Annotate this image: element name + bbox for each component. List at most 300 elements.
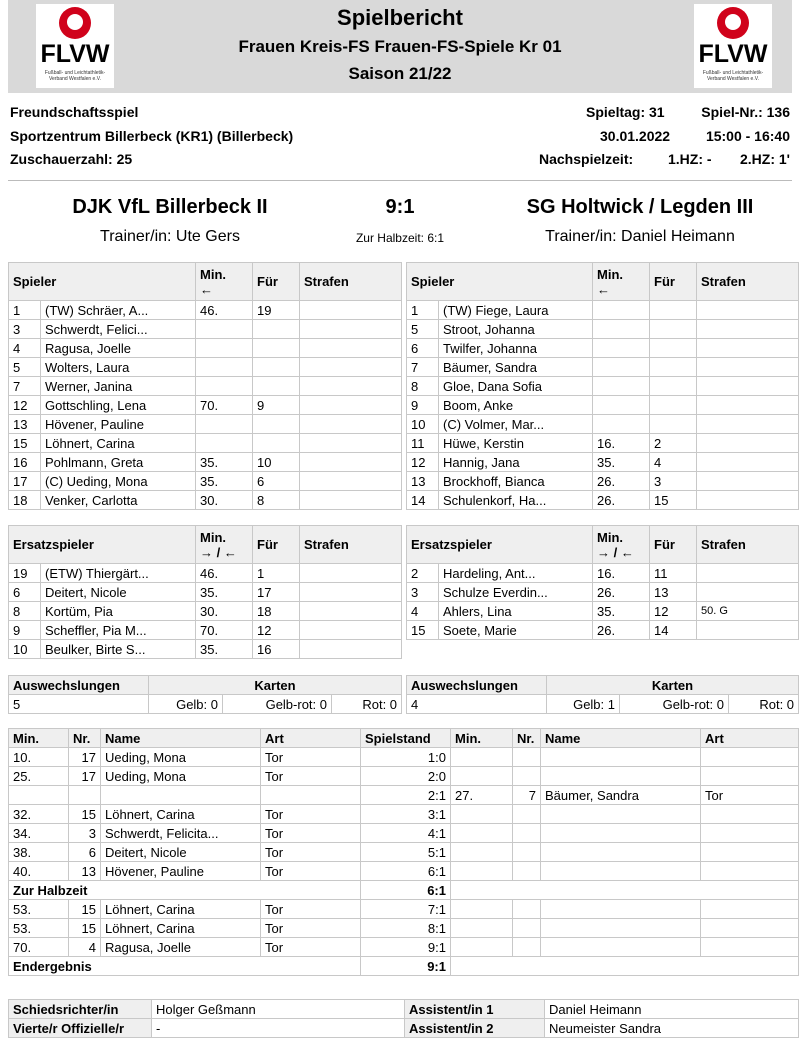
player-name: (C) Ueding, Mona [41, 472, 196, 491]
player-number: 19 [9, 564, 41, 583]
player-penalty [300, 377, 402, 396]
flvw-logo-right [694, 4, 772, 88]
away-minute [451, 824, 513, 843]
away-minute [451, 767, 513, 786]
assistant1-name: Daniel Heimann [545, 1000, 799, 1019]
player-number: 1 [9, 301, 41, 320]
home-minute [9, 786, 69, 805]
player-number: 12 [407, 453, 439, 472]
home-minute: 53. [9, 919, 69, 938]
logo-subtext: Fußball- und Leichtathletik-Verband Westfalen e.V. [702, 70, 764, 82]
player-minute: 70. [196, 396, 253, 415]
player-row [9, 339, 402, 358]
away-player-number: 7 [513, 786, 541, 805]
extra-time-label: Nachspielzeit: [539, 151, 634, 167]
home-event-type: Tor [261, 767, 361, 786]
player-name: Scheffler, Pia M... [41, 621, 196, 640]
away-event-type [701, 938, 799, 957]
player-for: 6 [253, 472, 300, 491]
player-for: 4 [650, 453, 697, 472]
player-minute: 46. [196, 301, 253, 320]
away-player-number [513, 824, 541, 843]
officials-table [8, 999, 799, 1038]
player-row [407, 339, 799, 358]
away-player-name [541, 843, 701, 862]
player-penalty [697, 301, 799, 320]
player-name: (TW) Schräer, A... [41, 301, 196, 320]
player-for: 16 [253, 640, 300, 659]
home-lineup-table [8, 262, 402, 510]
away-player-number [513, 938, 541, 957]
home-player-number: 15 [69, 900, 101, 919]
min-header: Min. ← [196, 263, 253, 301]
player-minute: 26. [593, 621, 650, 640]
player-for [650, 396, 697, 415]
running-score: 9:1 [361, 957, 451, 976]
home-player-name [101, 786, 261, 805]
player-number: 6 [9, 583, 41, 602]
final-score: 9:1 [385, 196, 415, 218]
home-player-number: 15 [69, 805, 101, 824]
player-name: (C) Volmer, Mar... [439, 415, 593, 434]
player-penalty [697, 453, 799, 472]
home-minute: 38. [9, 843, 69, 862]
min-header: Min. ← [593, 263, 650, 301]
player-row [407, 453, 799, 472]
player-number: 3 [407, 583, 439, 602]
player-for: 1 [253, 564, 300, 583]
player-number: 5 [407, 320, 439, 339]
home-minute: 53. [9, 900, 69, 919]
player-number: 18 [9, 491, 41, 510]
player-penalty [300, 583, 402, 602]
player-row [9, 491, 402, 510]
player-row [9, 583, 402, 602]
player-minute: 26. [593, 583, 650, 602]
player-minute [593, 301, 650, 320]
player-minute [593, 415, 650, 434]
substitutions-header: Auswechslungen [407, 676, 547, 695]
player-minute [196, 320, 253, 339]
player-row [9, 472, 402, 491]
event-row [9, 919, 799, 938]
event-row [9, 881, 799, 900]
away-event-type [701, 919, 799, 938]
away-minute [451, 862, 513, 881]
player-row [9, 602, 402, 621]
type-header: Art [261, 729, 361, 748]
player-number: 8 [407, 377, 439, 396]
away-summary-table [406, 675, 799, 714]
home-minute: 10. [9, 748, 69, 767]
home-player-name: Deitert, Nicole [101, 843, 261, 862]
running-score: 4:1 [361, 824, 451, 843]
home-minute: 25. [9, 767, 69, 786]
player-number: 12 [9, 396, 41, 415]
player-number: 10 [9, 640, 41, 659]
assistant2-label: Assistent/in 2 [405, 1019, 545, 1038]
player-number: 15 [407, 621, 439, 640]
player-name: Twilfer, Johanna [439, 339, 593, 358]
player-for [650, 415, 697, 434]
player-for [650, 358, 697, 377]
final-label: Endergebnis [9, 957, 361, 976]
for-header: Für [253, 263, 300, 301]
player-minute: 16. [593, 564, 650, 583]
player-name: Hardeling, Ant... [439, 564, 593, 583]
player-row [9, 564, 402, 583]
player-penalty [300, 320, 402, 339]
substitutions-header: Auswechslungen [9, 676, 149, 695]
player-penalty [697, 320, 799, 339]
player-penalty [300, 415, 402, 434]
home-minute: 70. [9, 938, 69, 957]
event-row [9, 957, 799, 976]
penalties-header: Strafen [300, 526, 402, 564]
empty-cell [451, 957, 799, 976]
away-player-number [513, 767, 541, 786]
player-name: Schulenkorf, Ha... [439, 491, 593, 510]
running-score: 6:1 [361, 881, 451, 900]
player-minute: 70. [196, 621, 253, 640]
referee-label: Schiedsrichter/in [9, 1000, 152, 1019]
away-trainer: Trainer/in: Daniel Heimann [545, 228, 735, 245]
player-penalty [300, 339, 402, 358]
player-penalty [300, 301, 402, 320]
min-header: Min. → / ← [593, 526, 650, 564]
player-minute [196, 358, 253, 377]
away-player-name [541, 862, 701, 881]
player-for [650, 301, 697, 320]
player-minute [593, 377, 650, 396]
away-event-type [701, 748, 799, 767]
player-number: 8 [9, 602, 41, 621]
away-player-name [541, 748, 701, 767]
home-event-type: Tor [261, 824, 361, 843]
player-row [9, 377, 402, 396]
home-player-name: Ueding, Mona [101, 767, 261, 786]
away-player-number [513, 748, 541, 767]
running-score: 6:1 [361, 862, 451, 881]
player-for [253, 415, 300, 434]
player-name: Gloe, Dana Sofia [439, 377, 593, 396]
player-penalty [697, 358, 799, 377]
player-name: Brockhoff, Bianca [439, 472, 593, 491]
player-row [407, 301, 799, 320]
home-player-name: Hövener, Pauline [101, 862, 261, 881]
player-for [253, 358, 300, 377]
yellow-red-cards: Gelb-rot: 0 [223, 695, 332, 714]
player-row [407, 472, 799, 491]
player-name: Deitert, Nicole [41, 583, 196, 602]
player-for: 14 [650, 621, 697, 640]
player-row [407, 415, 799, 434]
home-minute: 34. [9, 824, 69, 843]
player-for: 13 [650, 583, 697, 602]
player-number: 11 [407, 434, 439, 453]
away-player-name [541, 938, 701, 957]
away-minute [451, 938, 513, 957]
player-name: Gottschling, Lena [41, 396, 196, 415]
player-penalty [300, 453, 402, 472]
report-header [8, 0, 792, 93]
player-penalty [697, 415, 799, 434]
player-minute: 30. [196, 491, 253, 510]
player-minute: 35. [593, 453, 650, 472]
player-penalty [697, 583, 799, 602]
home-minute: 40. [9, 862, 69, 881]
player-row [407, 377, 799, 396]
player-for: 12 [253, 621, 300, 640]
nr-header: Nr. [69, 729, 101, 748]
player-for: 11 [650, 564, 697, 583]
player-number: 14 [407, 491, 439, 510]
away-player-name [541, 824, 701, 843]
running-score: 3:1 [361, 805, 451, 824]
away-lineup-table [406, 262, 799, 510]
player-minute: 35. [196, 472, 253, 491]
away-player-number [513, 862, 541, 881]
player-penalty [697, 564, 799, 583]
name-header: Name [541, 729, 701, 748]
player-penalty [300, 434, 402, 453]
player-name: Pohlmann, Greta [41, 453, 196, 472]
home-event-type: Tor [261, 862, 361, 881]
player-number: 16 [9, 453, 41, 472]
player-name: Bäumer, Sandra [439, 358, 593, 377]
min-header: Min. → / ← [196, 526, 253, 564]
player-penalty [697, 377, 799, 396]
event-row [9, 824, 799, 843]
yellow-cards: Gelb: 1 [547, 695, 620, 714]
event-row [9, 900, 799, 919]
home-player-number: 17 [69, 767, 101, 786]
home-event-type: Tor [261, 900, 361, 919]
home-player-number: 17 [69, 748, 101, 767]
player-penalty [697, 491, 799, 510]
venue: Sportzentrum Billerbeck (KR1) (Billerbeck) [10, 128, 294, 144]
logo-subtext: Fußball- und Leichtathletik-Verband Westfalen e.V. [44, 70, 106, 82]
fourth-official-label: Vierte/r Offizielle/r [9, 1019, 152, 1038]
player-number: 7 [407, 358, 439, 377]
halftime-score: Zur Halbzeit: 6:1 [355, 231, 445, 245]
away-minute [451, 748, 513, 767]
away-event-type [701, 805, 799, 824]
player-name: Stroot, Johanna [439, 320, 593, 339]
player-number: 6 [407, 339, 439, 358]
event-row [9, 786, 799, 805]
event-row [9, 805, 799, 824]
home-player-number: 3 [69, 824, 101, 843]
player-name: Ahlers, Lina [439, 602, 593, 621]
red-cards: Rot: 0 [332, 695, 402, 714]
min-header: Min. [9, 729, 69, 748]
player-minute [593, 339, 650, 358]
page-title: Spielbericht [337, 5, 463, 30]
running-score: 5:1 [361, 843, 451, 862]
home-player-name: Schwerdt, Felicita... [101, 824, 261, 843]
away-player-number [513, 843, 541, 862]
running-score: 7:1 [361, 900, 451, 919]
player-row [407, 621, 799, 640]
player-row [407, 602, 799, 621]
home-event-type: Tor [261, 805, 361, 824]
event-row [9, 938, 799, 957]
events-table [8, 728, 799, 976]
player-name: Hövener, Pauline [41, 415, 196, 434]
away-player-name [541, 767, 701, 786]
home-event-type: Tor [261, 843, 361, 862]
referee-name: Holger Geßmann [152, 1000, 405, 1019]
player-penalty [697, 339, 799, 358]
player-row [9, 320, 402, 339]
player-number: 13 [9, 415, 41, 434]
player-for: 12 [650, 602, 697, 621]
player-minute [196, 415, 253, 434]
for-header: Für [650, 263, 697, 301]
player-for: 10 [253, 453, 300, 472]
player-name: Hüwe, Kerstin [439, 434, 593, 453]
player-minute [196, 377, 253, 396]
player-penalty [697, 396, 799, 415]
away-minute [451, 805, 513, 824]
player-minute [593, 320, 650, 339]
player-for: 9 [253, 396, 300, 415]
player-name: Hannig, Jana [439, 453, 593, 472]
player-name: Löhnert, Carina [41, 434, 196, 453]
player-for [253, 377, 300, 396]
home-player-number: 15 [69, 919, 101, 938]
away-player-name [541, 919, 701, 938]
player-penalty [697, 434, 799, 453]
player-for: 17 [253, 583, 300, 602]
player-name: Schulze Everdin... [439, 583, 593, 602]
player-name: Soete, Marie [439, 621, 593, 640]
player-row [9, 434, 402, 453]
home-player-name: Ueding, Mona [101, 748, 261, 767]
player-number: 15 [9, 434, 41, 453]
player-name: Venker, Carlotta [41, 491, 196, 510]
player-name: Schwerdt, Felici... [41, 320, 196, 339]
home-player-number: 4 [69, 938, 101, 957]
running-score: 2:1 [361, 786, 451, 805]
player-minute: 35. [196, 453, 253, 472]
player-name: (TW) Fiege, Laura [439, 301, 593, 320]
away-player-number [513, 900, 541, 919]
players-header: Spieler [9, 263, 196, 301]
home-event-type: Tor [261, 748, 361, 767]
substitutions-count: 5 [9, 695, 149, 714]
player-minute [196, 339, 253, 358]
player-for [253, 339, 300, 358]
event-row [9, 748, 799, 767]
running-score: 2:0 [361, 767, 451, 786]
player-for: 15 [650, 491, 697, 510]
name-header: Name [101, 729, 261, 748]
player-number: 17 [9, 472, 41, 491]
player-number: 4 [407, 602, 439, 621]
away-event-type: Tor [701, 786, 799, 805]
player-row [407, 564, 799, 583]
player-name: (ETW) Thiergärt... [41, 564, 196, 583]
player-number: 9 [9, 621, 41, 640]
logo-text: FLVW [698, 40, 768, 68]
player-row [407, 396, 799, 415]
home-player-name: Ragusa, Joelle [101, 938, 261, 957]
home-team-name: DJK VfL Billerbeck II [72, 196, 268, 218]
away-event-type [701, 824, 799, 843]
yellow-cards: Gelb: 0 [149, 695, 223, 714]
player-minute: 46. [196, 564, 253, 583]
away-minute [451, 900, 513, 919]
match-date: 30.01.2022 [600, 128, 671, 144]
event-row [9, 843, 799, 862]
player-penalty: 50. G [697, 602, 799, 621]
player-row [9, 640, 402, 659]
away-minute [451, 919, 513, 938]
player-name: Boom, Anke [439, 396, 593, 415]
player-number: 4 [9, 339, 41, 358]
assistant1-label: Assistent/in 1 [405, 1000, 545, 1019]
match-time: 15:00 - 16:40 [705, 128, 790, 144]
score-header: Spielstand [361, 729, 451, 748]
away-minute [451, 843, 513, 862]
player-number: 5 [9, 358, 41, 377]
away-player-number [513, 805, 541, 824]
player-penalty [300, 621, 402, 640]
player-row [407, 583, 799, 602]
player-penalty [300, 602, 402, 621]
player-minute: 26. [593, 472, 650, 491]
player-number: 7 [9, 377, 41, 396]
empty-cell [451, 881, 799, 900]
fourth-official-name: - [152, 1019, 405, 1038]
competition-title: Frauen Kreis-FS Frauen-FS-Spiele Kr 01 [238, 37, 562, 56]
penalties-header: Strafen [300, 263, 402, 301]
player-row [9, 301, 402, 320]
penalties-header: Strafen [697, 263, 799, 301]
penalties-header: Strafen [697, 526, 799, 564]
player-number: 9 [407, 396, 439, 415]
away-minute: 27. [451, 786, 513, 805]
player-for: 19 [253, 301, 300, 320]
subs-header: Ersatzspieler [9, 526, 196, 564]
player-row [9, 415, 402, 434]
player-penalty [300, 491, 402, 510]
extra-time-h1: 1.HZ: - [668, 151, 712, 167]
player-penalty [697, 472, 799, 491]
player-for: 8 [253, 491, 300, 510]
player-name: Ragusa, Joelle [41, 339, 196, 358]
player-row [407, 358, 799, 377]
player-row [407, 491, 799, 510]
subs-header: Ersatzspieler [407, 526, 593, 564]
player-number: 13 [407, 472, 439, 491]
player-row [9, 621, 402, 640]
home-event-type [261, 786, 361, 805]
player-name: Wolters, Laura [41, 358, 196, 377]
home-player-name: Löhnert, Carina [101, 900, 261, 919]
away-player-name [541, 900, 701, 919]
player-minute: 35. [196, 583, 253, 602]
away-team-name: SG Holtwick / Legden III [526, 196, 754, 218]
player-for [253, 320, 300, 339]
cards-header: Karten [149, 676, 402, 695]
red-cards: Rot: 0 [729, 695, 799, 714]
away-event-type [701, 843, 799, 862]
player-minute: 35. [196, 640, 253, 659]
for-header: Für [253, 526, 300, 564]
